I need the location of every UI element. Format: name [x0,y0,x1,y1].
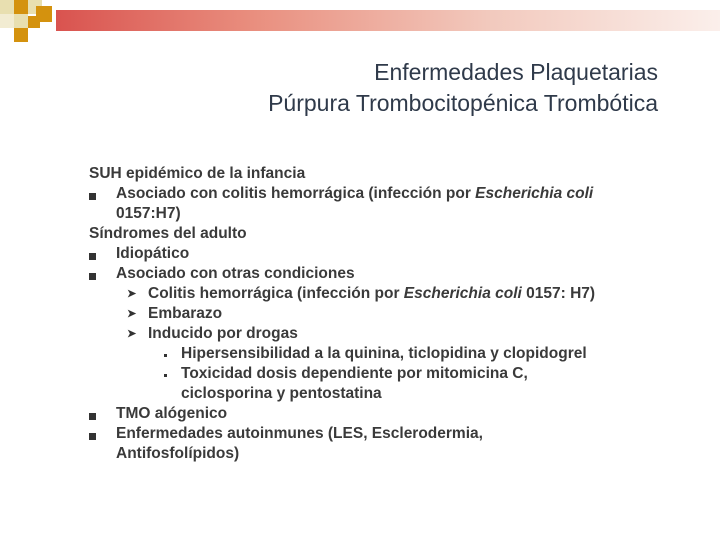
list-item-text: Enfermedades autoinmunes (LES, Esclerodermia, [116,425,483,442]
list-item [89,244,709,264]
dot-bullet-icon [164,374,167,377]
drug-item-text: Toxicidad dosis dependiente por mitomicina C, [181,365,528,382]
sub-sub-list-item [89,364,709,404]
heading-adulto: Síndromes del adulto [89,225,247,242]
dot-bullet-icon [164,354,167,357]
list-item-text: Asociado con otras condiciones [116,265,355,282]
corner-square [14,0,28,14]
arrow-bullet-icon: ➤ [127,288,137,300]
sub-list-item [89,284,709,304]
list-item [89,264,709,284]
slide-title [268,57,658,119]
sub-list-item [89,304,709,324]
corner-square [36,6,52,22]
italic-organism: Escherichia coli [403,285,522,302]
list-item [89,184,709,224]
corner-square [0,0,14,14]
drug-item-text: Hipersensibilidad a la quinina, ticlopidina y clopidogrel [181,345,587,362]
header-gradient-bar [56,10,720,31]
corner-square [0,14,14,28]
square-bullet-icon [89,273,96,280]
list-item [89,424,709,464]
list-item-text-cont: 0157:H7) [116,205,181,222]
arrow-bullet-icon: ➤ [127,328,137,340]
sub-item-text: Embarazo [148,305,223,322]
list-item-text-cont: Antifosfolípidos) [116,445,240,462]
corner-square [14,28,28,42]
list-item-text: TMO alógenico [116,405,228,422]
list-item-text: Asociado con colitis hemorrágica (infección por [116,185,476,202]
italic-organism: Escherichia coli [475,185,594,202]
square-bullet-icon [89,193,96,200]
square-bullet-icon [89,433,96,440]
sub-sub-list-item [89,344,709,364]
title-line-1: Enfermedades Plaquetarias [374,59,658,85]
title-line-2: Púrpura Trombocitopénica Trombótica [268,90,658,116]
heading-infancia: SUH epidémico de la infancia [89,165,306,182]
square-bullet-icon [89,253,96,260]
list-item-text: Idiopático [116,245,190,262]
arrow-bullet-icon: ➤ [127,308,137,320]
sub-item-text: Colitis hemorrágica (infección por [148,285,404,302]
corner-square [14,14,28,28]
drug-item-text-cont: ciclosporina y pentostatina [181,385,382,402]
slide-body [89,164,709,464]
sub-item-text: Inducido por drogas [148,325,298,342]
square-bullet-icon [89,413,96,420]
sub-item-text-cont: 0157: H7) [521,285,596,302]
sub-list-item [89,324,709,344]
list-item [89,404,709,424]
